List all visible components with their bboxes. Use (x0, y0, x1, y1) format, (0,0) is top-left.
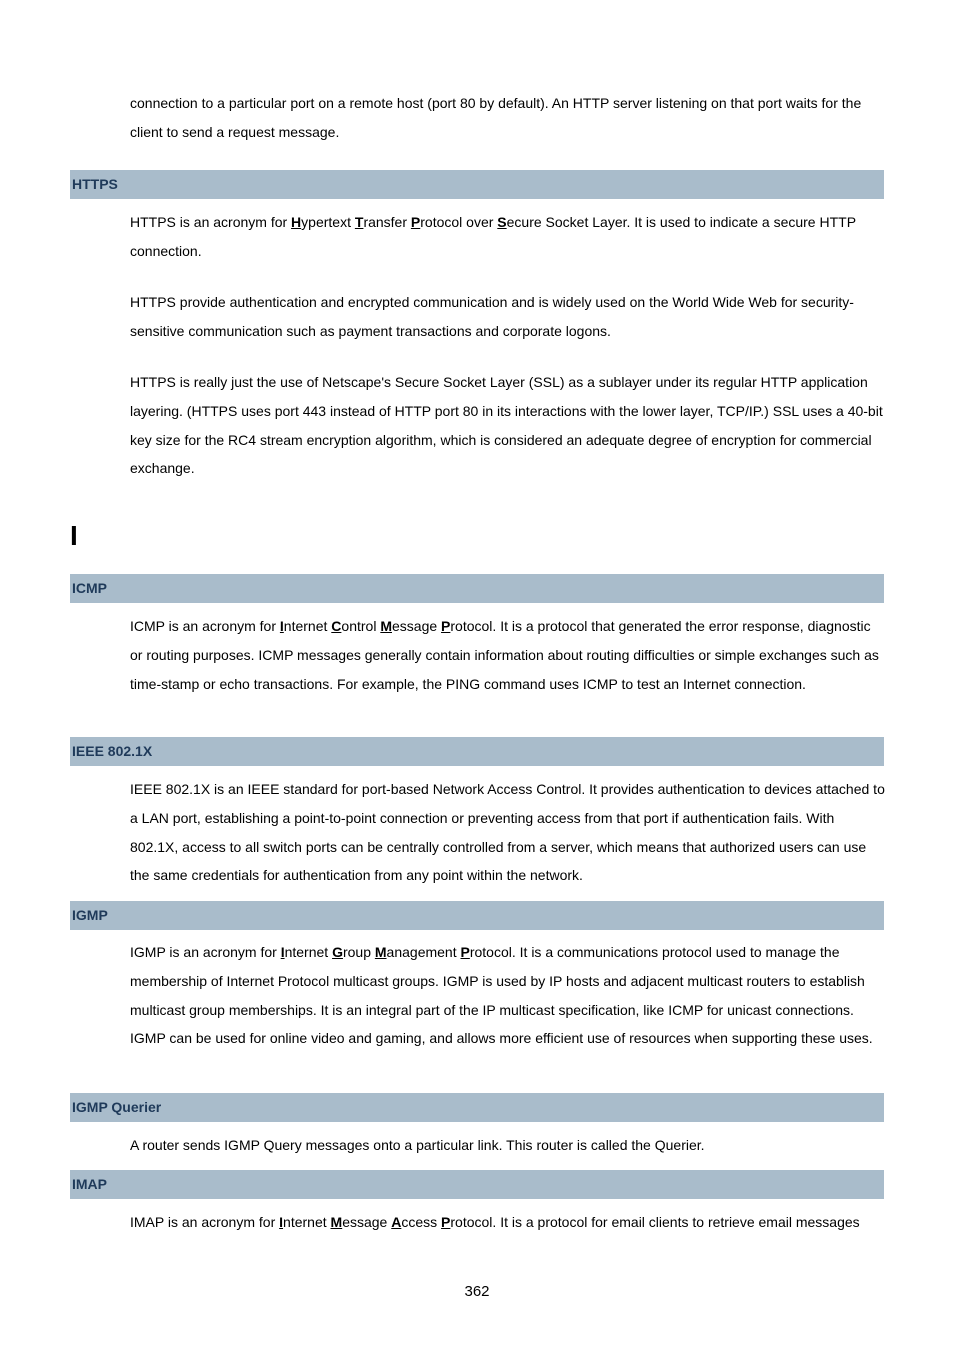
acronym-letter: H (291, 214, 302, 230)
acronym-letter: M (380, 618, 392, 634)
section-header-icmp (70, 574, 884, 603)
section-title: ICMP (72, 580, 107, 596)
section-header-ieee-802-1x (70, 737, 884, 766)
section-title: IMAP (72, 1176, 107, 1192)
https-paragraph-1: HTTPS is an acronym for Hypertext Transfer Protocol over Secure Socket Layer. It is used to indicate a secure HTTP connection. (130, 214, 856, 259)
section-title: IEEE 802.1X (72, 743, 153, 759)
acronym-letter: M (330, 1214, 343, 1230)
acronym-letter: T (354, 214, 364, 230)
igmp-paragraph: IGMP is an acronym for Internet Group Management Protocol. It is a communications protocol used to manage the membership of Internet Protocol multicast groups. IGMP is used by IP hosts and adjacent multicast routers to establish multicast group memberships. It is an integral part of the IP multicast specification, like ICMP for unicast connections. IGMP can be used for online video and gaming, and allows more efficient use of resources when supporting these uses. (130, 944, 873, 1047)
acronym-letter: A (391, 1214, 402, 1230)
section-header-imap (70, 1170, 884, 1199)
page-number: 362 (464, 1283, 490, 1300)
section-header-https (70, 170, 884, 199)
section-header-igmp (70, 901, 884, 930)
section-title: IGMP Querier (72, 1099, 162, 1115)
igmp-querier-paragraph: A router sends IGMP Query messages onto a particular link. This router is called the Querier. (130, 1137, 705, 1153)
section-title: IGMP (72, 907, 108, 923)
acronym-letter: I (280, 944, 285, 960)
ieee-paragraph: IEEE 802.1X is an IEEE standard for port-based Network Access Control. It provides authentication to devices attached to a LAN port, establishing a point-to-point connection or preventing access from that port if authentication fails. With 802.1X, access to all switch ports can be centrally controlled from a server, which means that authorized users can use the same credentials for authentication from any point within the network. (130, 781, 885, 884)
acronym-letter: I (279, 618, 284, 634)
https-paragraph-3: HTTPS is really just the use of Netscape's Secure Socket Layer (SSL) as a sublayer under its regular HTTP application layering. (HTTPS uses port 443 instead of HTTP port 80 in its interactions with the lower layer, TCP/IP.) SSL uses a 40-bit key size for the RC4 stream encryption algorithm, which is considered an adequate degree of encryption for commercial exchange. (130, 374, 883, 477)
section-letter: I (70, 520, 78, 551)
section-title: HTTPS (72, 176, 118, 192)
acronym-letter: M (374, 944, 387, 960)
acronym-letter: I (279, 1214, 284, 1230)
acronym-letter: P (441, 618, 451, 634)
acronym-letter: P (460, 944, 470, 960)
acronym-letter: P (441, 1214, 451, 1230)
acronym-letter: P (410, 214, 421, 230)
imap-paragraph: IMAP is an acronym for Internet Message Access Protocol. It is a protocol for email clients to retrieve email messages (130, 1214, 860, 1230)
section-header-igmp-querier (70, 1093, 884, 1122)
acronym-letter: S (497, 214, 507, 230)
icmp-paragraph: ICMP is an acronym for Internet Control Message Protocol. It is a protocol that generated the error response, diagnostic or routing purposes. ICMP messages generally contain information about routing difficulties or simple exchanges such as time-stamp or echo transactions. For example, the PING command uses ICMP to test an Internet connection. (130, 618, 879, 692)
https-paragraph-2: HTTPS provide authentication and encrypted communication and is widely used on the World Wide Web for security-sensitive communication such as payment transactions and corporate logons. (130, 294, 854, 339)
intro-paragraph: connection to a particular port on a remote host (port 80 by default). An HTTP server listening on that port waits for the client to send a request message. (130, 95, 862, 140)
acronym-letter: C (331, 618, 342, 634)
acronym-letter: G (332, 944, 343, 960)
